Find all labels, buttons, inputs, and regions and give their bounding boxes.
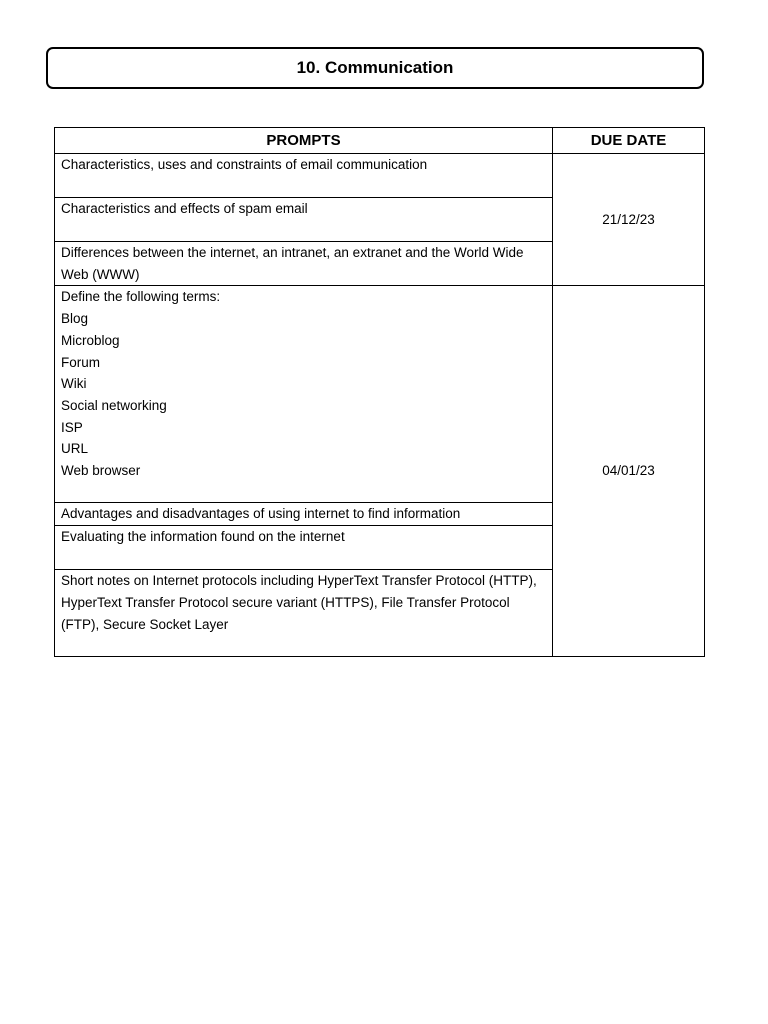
section-title: 10. Communication	[296, 58, 454, 77]
table-header-row	[55, 128, 705, 154]
term-item: Web browser	[61, 463, 141, 479]
define-terms-cell	[55, 286, 553, 503]
term-item: URL	[61, 441, 89, 457]
header-prompts: PROMPTS	[55, 128, 553, 154]
prompt-cell: Evaluating the information found on the internet	[55, 526, 553, 570]
define-intro: Define the following terms:	[61, 289, 221, 305]
prompts-table	[54, 127, 705, 657]
term-item: Forum	[61, 354, 101, 370]
header-due-date: DUE DATE	[553, 128, 705, 154]
term-item: Social networking	[61, 397, 167, 413]
term-item: Wiki	[61, 376, 87, 392]
table-row	[55, 286, 705, 503]
table-row	[55, 154, 705, 198]
term-item: Blog	[61, 311, 89, 327]
section-title-box	[46, 47, 704, 89]
term-item: ISP	[61, 419, 83, 435]
prompt-cell: Short notes on Internet protocols including HyperText Transfer Protocol (HTTP), HyperText Transfer Protocol secure variant (HTTPS), File Transfer Protocol (FTP), Secure Socket Layer	[55, 570, 553, 657]
prompt-cell: Characteristics and effects of spam email	[55, 198, 553, 242]
due-date-cell: 04/01/23	[553, 286, 705, 657]
term-item: Microblog	[61, 332, 120, 348]
due-date-cell: 21/12/23	[553, 154, 705, 286]
prompt-cell: Differences between the internet, an intranet, an extranet and the World Wide Web (WWW)	[55, 242, 553, 286]
prompt-cell: Advantages and disadvantages of using internet to find information	[55, 503, 553, 526]
prompt-cell: Characteristics, uses and constraints of email communication	[55, 154, 553, 198]
